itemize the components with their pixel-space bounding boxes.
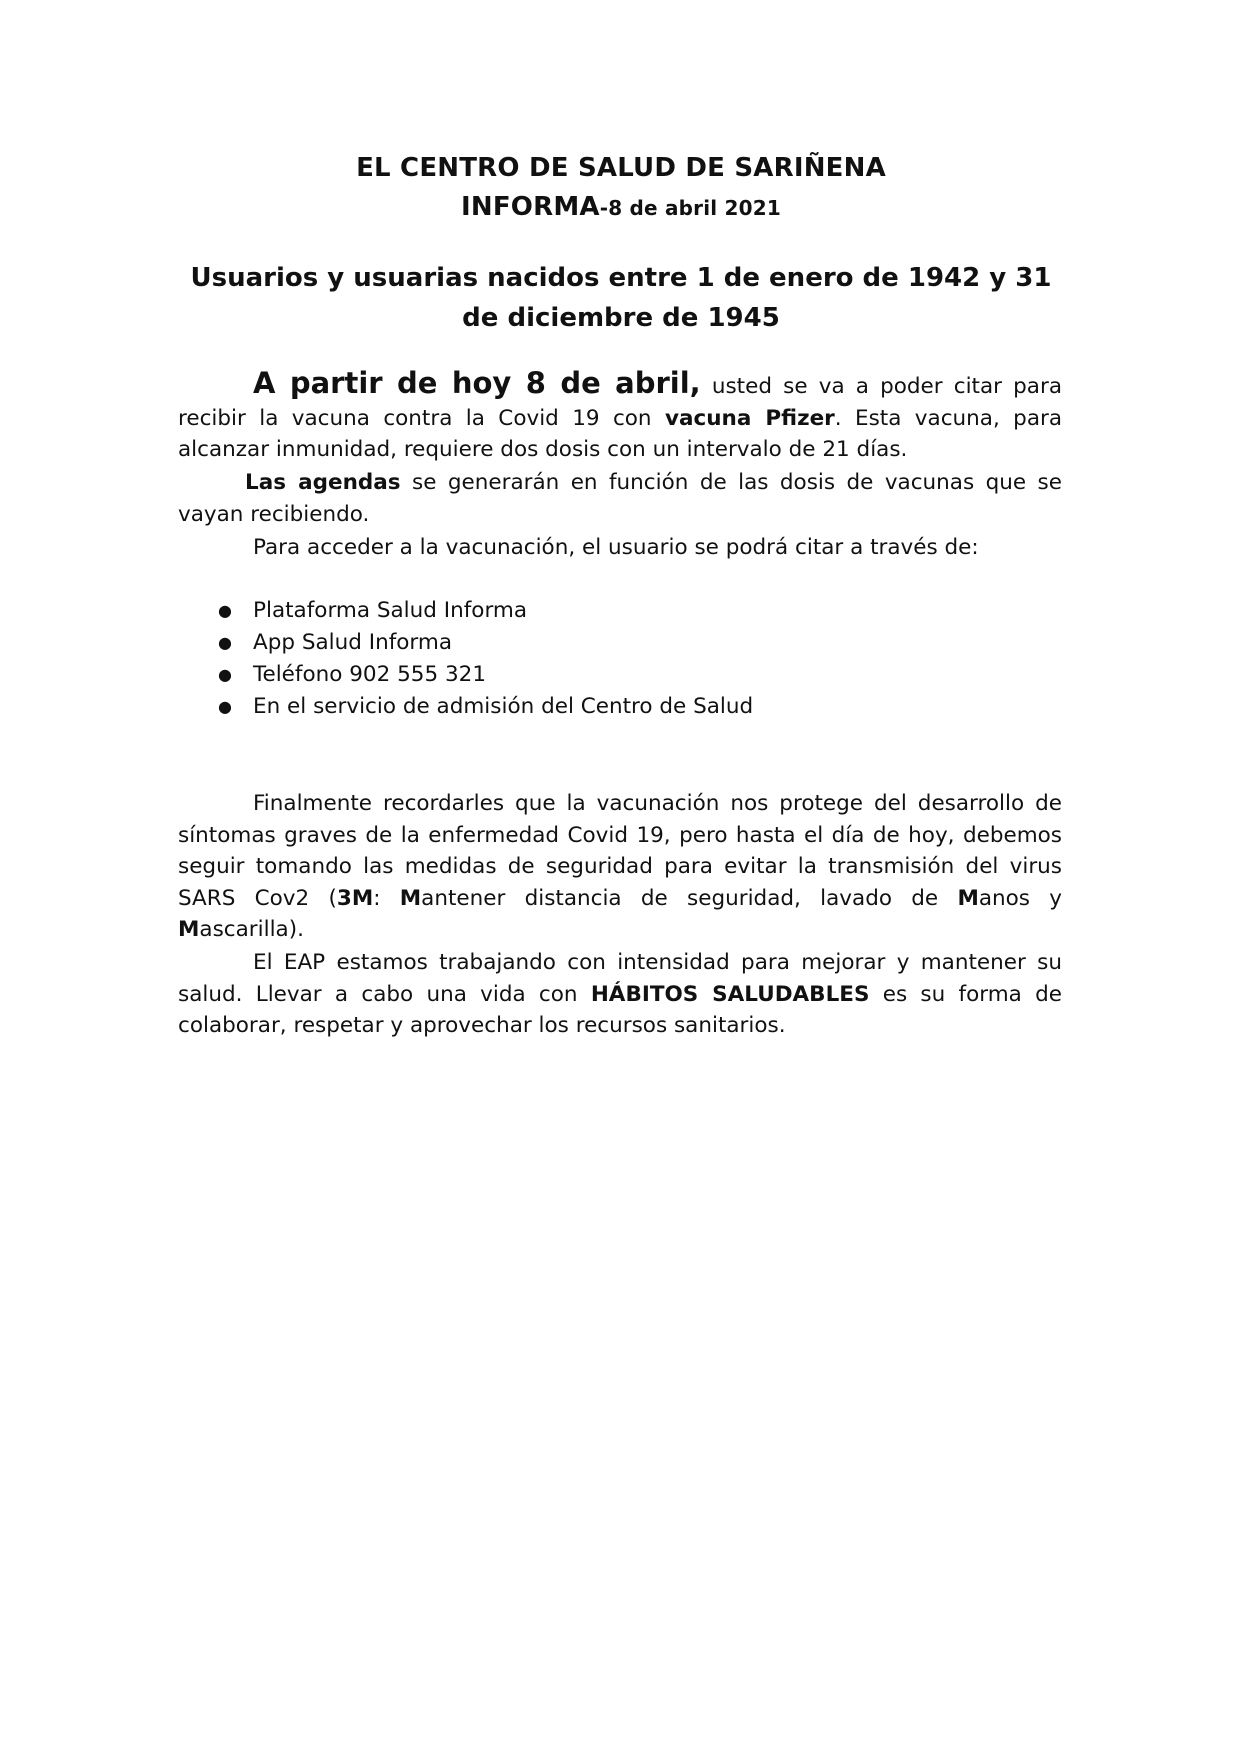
- list-item-text: Plataforma Salud Informa: [253, 598, 528, 623]
- list-item: [178, 595, 1062, 627]
- bullet-icon: ●: [218, 601, 232, 620]
- list-item-text: En el servicio de admisión del Centro de Salud: [253, 694, 754, 719]
- bullet-icon: ●: [218, 697, 232, 716]
- bullet-icon: ●: [218, 665, 232, 684]
- title-date: -8 de abril 2021: [599, 196, 781, 220]
- paragraph-text: es su forma de colaborar, respetar y aprovechar los recursos sanitarios.: [178, 981, 1062, 1038]
- paragraph-text: Para acceder a la vacunación, el usuario se podrá citar a través de:: [253, 535, 979, 560]
- title-informa: INFORMA: [461, 192, 600, 222]
- paragraph-text: ascarilla).: [199, 917, 304, 942]
- m-letter: M: [957, 885, 979, 911]
- three-m-label: 3M: [336, 885, 374, 911]
- paragraph-healthy-habits: [178, 947, 1062, 1042]
- paragraph-text: . Esta vacuna, para alcanzar inmunidad, requiere dos dosis con un intervalo de 21 días.: [178, 405, 1063, 462]
- document-title-line2: [0, 189, 1242, 226]
- m-letter: M: [399, 885, 422, 911]
- agendas-label: Las agendas: [245, 470, 401, 495]
- appointment-channels-list: [178, 595, 1062, 723]
- bullet-icon: ●: [218, 633, 232, 652]
- healthy-habits-label: HÁBITOS SALUDABLES: [590, 981, 870, 1007]
- paragraph-agendas: [178, 467, 1062, 530]
- paragraph-access: [178, 532, 1062, 564]
- paragraph-vaccination-start: [178, 368, 1062, 466]
- list-item-text: Teléfono 902 555 321: [253, 662, 487, 687]
- paragraph-text: antener distancia de seguridad, lavado de: [421, 885, 958, 911]
- list-item-text: App Salud Informa: [253, 630, 453, 655]
- lead-text: A partir de hoy 8 de abril,: [253, 366, 701, 400]
- document-subtitle: Usuarios y usuarias nacidos entre 1 de enero de 1942 y 31 de diciembre de 1945: [190, 263, 1052, 333]
- paragraph-text: usted se va a poder citar para recibir la vacuna contra la Covid 19 con: [178, 374, 1062, 431]
- list-item: [178, 691, 1062, 723]
- m-letter: M: [178, 917, 200, 942]
- list-item: [178, 659, 1062, 691]
- paragraph-text: se generarán en función de las dosis de vacunas que se vayan recibiendo.: [178, 470, 1062, 527]
- paragraph-safety-measures: [178, 788, 1062, 946]
- list-item: [178, 627, 1062, 659]
- document-title: EL CENTRO DE SALUD DE SARIÑENA: [356, 153, 886, 183]
- paragraph-text: :: [373, 885, 400, 911]
- vaccine-name: vacuna Pfizer: [664, 405, 835, 431]
- paragraph-text: El EAP estamos trabajando con intensidad para mejorar y mantener su salud. Llevar a cabo una vida con: [178, 950, 1062, 1007]
- paragraph-text: Finalmente recordarles que la vacunación nos protege del desarrollo de síntomas graves de la enfermedad Covid 19, pero hasta el día de hoy, debemos seguir tomando las medidas de seguridad para evitar la transmisión del virus SARS Cov2 (: [178, 791, 1062, 911]
- paragraph-text: anos y: [978, 885, 1063, 911]
